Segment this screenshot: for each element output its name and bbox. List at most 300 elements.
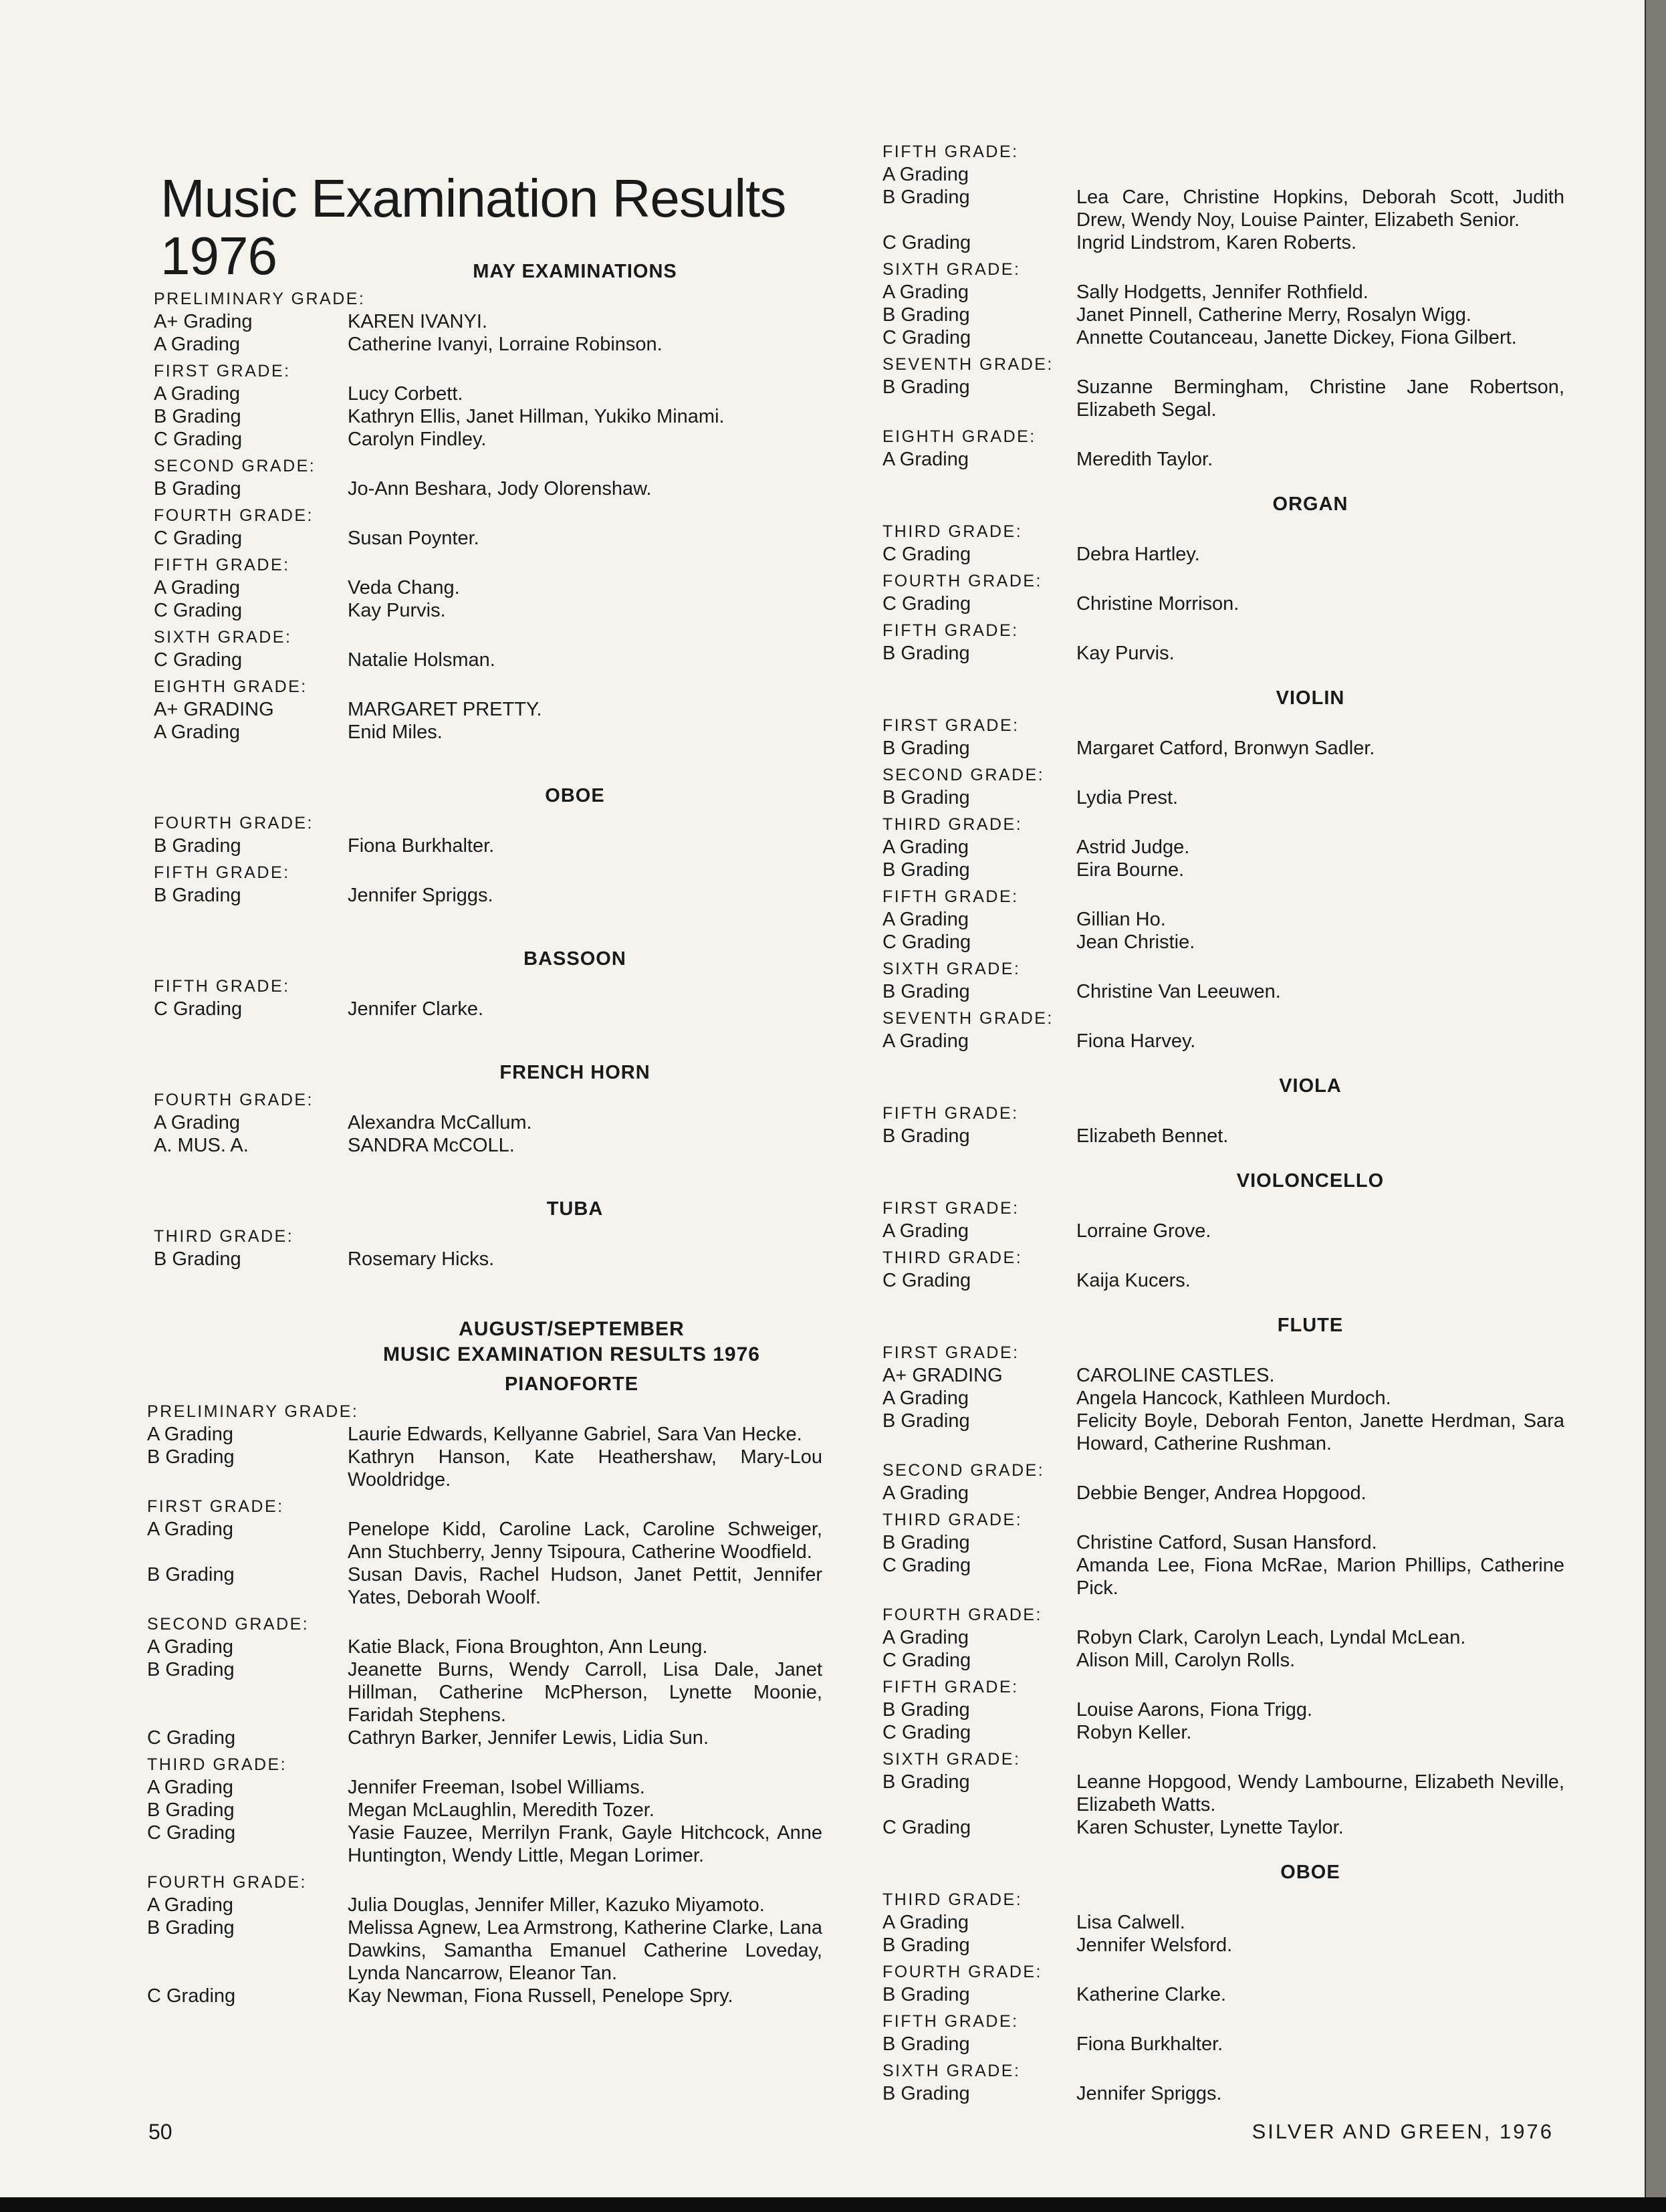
candidate-names: Fiona Burkhalter. bbox=[1076, 2033, 1223, 2055]
candidate-names: Jennifer Welsford. bbox=[1076, 1934, 1233, 1956]
candidate-names: Melissa Agnew, Lea Armstrong, Katherine Clarke, Lana Dawkins, Samantha Emanuel Catherine Loveday, Lynda Nancarrow, Eleanor Tan. bbox=[348, 1917, 822, 1984]
result-row bbox=[882, 231, 1564, 254]
result-row bbox=[882, 281, 1564, 304]
candidate-names: Kay Purvis. bbox=[348, 600, 446, 621]
candidate-names: Christine Van Leeuwen. bbox=[1076, 981, 1281, 1002]
candidate-names: Kaija Kucers. bbox=[1076, 1270, 1191, 1291]
grade-label: FIRST GRADE: bbox=[154, 362, 291, 380]
candidate-names: Debra Hartley. bbox=[1076, 544, 1200, 565]
result-row bbox=[147, 1423, 822, 1446]
candidate-names: Rosemary Hicks. bbox=[348, 1248, 495, 1270]
result-row bbox=[882, 908, 1564, 931]
result-row bbox=[882, 1698, 1564, 1721]
result-row bbox=[882, 836, 1564, 859]
grading-label: C Grading bbox=[154, 600, 243, 621]
grade-label: FOURTH GRADE: bbox=[882, 1963, 1042, 1981]
candidate-names: Gillian Ho. bbox=[1076, 909, 1166, 930]
grade-label: FIFTH GRADE: bbox=[882, 142, 1019, 161]
grade-block bbox=[154, 504, 822, 550]
instrument-heading: OBOE bbox=[1280, 1862, 1340, 1883]
grade-label: SIXTH GRADE: bbox=[154, 628, 292, 647]
candidate-names: Kay Newman, Fiona Russell, Penelope Spry. bbox=[348, 1985, 733, 2007]
grade-label: FIFTH GRADE: bbox=[154, 863, 290, 882]
candidate-names: Susan Poynter. bbox=[348, 528, 479, 549]
result-row bbox=[154, 835, 822, 857]
candidate-names: Jo-Ann Beshara, Jody Olorenshaw. bbox=[348, 478, 652, 500]
aug-sep-sections bbox=[147, 1372, 822, 2007]
candidate-names: Catherine Ivanyi, Lorraine Robinson. bbox=[348, 334, 663, 355]
candidate-names: Kay Purvis. bbox=[1076, 643, 1175, 664]
candidate-names bbox=[1076, 163, 1564, 186]
result-row bbox=[882, 1983, 1564, 2006]
grade-block bbox=[882, 958, 1564, 1003]
grade-block bbox=[882, 1748, 1564, 1839]
grade-block bbox=[154, 1089, 822, 1157]
grade-block bbox=[882, 140, 1564, 254]
grade-label: THIRD GRADE: bbox=[154, 1227, 294, 1246]
candidate-names: Jennifer Clarke. bbox=[348, 998, 484, 1020]
candidate-names: Ingrid Lindstrom, Karen Roberts. bbox=[1076, 232, 1357, 253]
grade-block bbox=[882, 258, 1564, 349]
result-row bbox=[147, 1446, 822, 1491]
grade-block bbox=[882, 1509, 1564, 1599]
result-row bbox=[154, 477, 822, 500]
result-row bbox=[882, 1125, 1564, 1147]
grading-label: B Grading bbox=[882, 376, 970, 398]
grading-label: B Grading bbox=[147, 1564, 235, 1585]
instrument-heading: ORGAN bbox=[1272, 493, 1348, 515]
grading-label: B Grading bbox=[882, 1984, 970, 2005]
grading-label: C Grading bbox=[147, 1727, 236, 1749]
grade-label: EIGHTH GRADE: bbox=[154, 677, 308, 696]
grade-block bbox=[154, 554, 822, 622]
scan-edge bbox=[1646, 0, 1666, 2212]
candidate-names: Yasie Fauzee, Merrilyn Frank, Gayle Hitchcock, Anne Huntington, Wendy Little, Megan Lorimer. bbox=[348, 1822, 822, 1866]
candidate-names: Karen Schuster, Lynette Taylor. bbox=[1076, 1817, 1344, 1838]
grading-label: B Grading bbox=[882, 1410, 970, 1432]
grading-label: A Grading bbox=[147, 1894, 233, 1916]
grading-label: C Grading bbox=[882, 1270, 971, 1291]
grade-block bbox=[154, 455, 822, 500]
grade-block bbox=[147, 1871, 822, 2007]
result-row bbox=[882, 163, 1564, 186]
candidate-names: CAROLINE CASTLES. bbox=[1076, 1365, 1275, 1386]
candidate-names: Meredith Taylor. bbox=[1076, 449, 1213, 470]
grade-block bbox=[882, 520, 1564, 566]
page-title-line-1: Music Examination Results bbox=[160, 168, 786, 228]
aug-sep-heading-line-2: MUSIC EXAMINATION RESULTS 1976 bbox=[383, 1343, 760, 1365]
result-row bbox=[882, 543, 1564, 566]
grading-label: A Grading bbox=[154, 1112, 240, 1133]
grade-label: FIRST GRADE: bbox=[147, 1497, 284, 1516]
candidate-names: Jennifer Freeman, Isobel Williams. bbox=[348, 1777, 645, 1798]
grade-label: SIXTH GRADE: bbox=[882, 2062, 1021, 2080]
candidate-names: Kathryn Ellis, Janet Hillman, Yukiko Minami. bbox=[348, 406, 725, 427]
grading-label: B Grading bbox=[154, 406, 241, 427]
grade-label: FOURTH GRADE: bbox=[154, 1091, 314, 1109]
grade-block bbox=[882, 1102, 1564, 1147]
section-spacer bbox=[154, 1161, 822, 1192]
grading-label: B Grading bbox=[147, 1659, 235, 1680]
candidate-names: Robyn Clark, Carolyn Leach, Lyndal McLean. bbox=[1076, 1627, 1466, 1648]
candidate-names: Amanda Lee, Fiona McRae, Marion Phillips, Catherine Pick. bbox=[1076, 1555, 1564, 1599]
candidate-names: Julia Douglas, Jennifer Miller, Kazuko Miyamoto. bbox=[348, 1894, 765, 1916]
page-number: 50 bbox=[148, 2120, 172, 2144]
result-row bbox=[147, 1776, 822, 1799]
candidate-names: Janet Pinnell, Catherine Merry, Rosalyn Wigg. bbox=[1076, 304, 1471, 326]
grading-label: A Grading bbox=[882, 282, 969, 303]
result-row bbox=[882, 1410, 1564, 1455]
grading-label: B Grading bbox=[882, 1771, 970, 1793]
grading-label: C Grading bbox=[882, 931, 971, 953]
result-row bbox=[882, 786, 1564, 809]
section-spacer bbox=[882, 475, 1564, 487]
result-row bbox=[154, 1111, 822, 1134]
grading-label: B Grading bbox=[882, 981, 970, 1002]
grading-label: A Grading bbox=[147, 1636, 233, 1658]
candidate-names: Sally Hodgetts, Jennifer Rothfield. bbox=[1076, 282, 1368, 303]
grading-label: C Grading bbox=[882, 1555, 971, 1576]
grade-label: THIRD GRADE: bbox=[882, 1890, 1023, 1909]
result-row bbox=[882, 642, 1564, 665]
candidate-names: Natalie Holsman. bbox=[348, 649, 495, 671]
result-row bbox=[882, 1482, 1564, 1505]
grade-block bbox=[147, 1753, 822, 1867]
grading-label: B Grading bbox=[147, 1799, 235, 1821]
grading-label: A Grading bbox=[147, 1424, 233, 1445]
result-row bbox=[882, 1531, 1564, 1554]
grade-block bbox=[154, 360, 822, 451]
candidate-names: Fiona Burkhalter. bbox=[348, 835, 495, 857]
grade-block bbox=[154, 288, 822, 356]
right-column bbox=[882, 138, 1564, 2109]
grade-label: FOURTH GRADE: bbox=[882, 1606, 1042, 1624]
result-row bbox=[154, 698, 822, 721]
candidate-names: Suzanne Bermingham, Christine Jane Robertson, Elizabeth Segal. bbox=[1076, 376, 1564, 421]
grading-label: A Grading bbox=[882, 449, 969, 470]
grade-block bbox=[882, 1459, 1564, 1505]
result-row bbox=[882, 1269, 1564, 1292]
result-row bbox=[882, 1220, 1564, 1242]
grade-block bbox=[154, 626, 822, 671]
grade-block bbox=[882, 570, 1564, 615]
grade-block bbox=[882, 2010, 1564, 2056]
grading-label: C Grading bbox=[882, 593, 971, 615]
section-spacer bbox=[154, 911, 822, 942]
result-row bbox=[147, 1799, 822, 1821]
instrument-heading: FLUTE bbox=[1277, 1315, 1344, 1336]
result-row bbox=[154, 310, 822, 333]
scan-bottom-edge bbox=[0, 2197, 1666, 2212]
may-examinations-column bbox=[154, 254, 822, 1275]
result-row bbox=[154, 382, 822, 405]
result-row bbox=[154, 1134, 822, 1157]
result-row bbox=[154, 428, 822, 451]
result-row bbox=[882, 1771, 1564, 1816]
grading-label: C Grading bbox=[882, 544, 971, 565]
candidate-names: Alison Mill, Carolyn Rolls. bbox=[1076, 1650, 1296, 1671]
result-row bbox=[882, 859, 1564, 881]
grade-label: SECOND GRADE: bbox=[147, 1615, 310, 1634]
grade-label: FOURTH GRADE: bbox=[147, 1873, 307, 1892]
grading-label: A Grading bbox=[147, 1777, 233, 1798]
grading-label: A Grading bbox=[882, 1220, 969, 1242]
grade-block bbox=[147, 1400, 822, 1491]
grade-label: THIRD GRADE: bbox=[147, 1755, 287, 1774]
grade-label: THIRD GRADE: bbox=[882, 1511, 1023, 1529]
section-spacer bbox=[154, 1024, 822, 1055]
grade-label: SIXTH GRADE: bbox=[882, 1750, 1021, 1769]
grade-label: EIGHTH GRADE: bbox=[882, 427, 1036, 446]
grading-label: A. MUS. A. bbox=[154, 1135, 249, 1156]
grading-label: B Grading bbox=[882, 1699, 970, 1721]
grading-label: C Grading bbox=[147, 1985, 236, 2007]
candidate-names: Astrid Judge. bbox=[1076, 837, 1190, 858]
grading-label: A Grading bbox=[154, 722, 240, 743]
result-row bbox=[882, 931, 1564, 954]
grade-label: THIRD GRADE: bbox=[882, 522, 1023, 541]
grade-label: SIXTH GRADE: bbox=[882, 960, 1021, 978]
candidate-names: Jeanette Burns, Wendy Carroll, Lisa Dale, Janet Hillman, Catherine McPherson, Lynette Moonie, Faridah Stephens. bbox=[348, 1659, 822, 1726]
section-spacer bbox=[154, 748, 822, 778]
grading-label: B Grading bbox=[154, 885, 241, 906]
grading-label: A Grading bbox=[882, 1912, 969, 1933]
grading-label: B Grading bbox=[882, 2083, 970, 2104]
result-row bbox=[882, 304, 1564, 326]
candidate-names: Margaret Catford, Bronwyn Sadler. bbox=[1076, 738, 1375, 759]
result-row bbox=[147, 1894, 822, 1916]
grading-label: C Grading bbox=[882, 1817, 971, 1838]
grade-block bbox=[882, 714, 1564, 760]
result-row bbox=[154, 527, 822, 550]
candidate-names: Felicity Boyle, Deborah Fenton, Janette Herdman, Sara Howard, Catherine Rushman. bbox=[1076, 1410, 1564, 1454]
candidate-names: Jean Christie. bbox=[1076, 931, 1195, 953]
grade-label: FIFTH GRADE: bbox=[882, 1678, 1019, 1696]
grading-label: B Grading bbox=[882, 738, 970, 759]
result-row bbox=[882, 376, 1564, 421]
result-row bbox=[147, 1658, 822, 1727]
grade-label: THIRD GRADE: bbox=[882, 1248, 1023, 1267]
candidate-names: Lydia Prest. bbox=[1076, 787, 1179, 808]
result-row bbox=[882, 1649, 1564, 1672]
result-row bbox=[882, 592, 1564, 615]
instrument-heading: FRENCH HORN bbox=[499, 1062, 650, 1083]
candidate-names: Elizabeth Bennet. bbox=[1076, 1125, 1229, 1147]
result-row bbox=[882, 1721, 1564, 1744]
grade-block bbox=[154, 861, 822, 907]
grade-block bbox=[882, 1961, 1564, 2006]
grade-label: FIFTH GRADE: bbox=[154, 556, 290, 574]
section-spacer bbox=[882, 1843, 1564, 1855]
grading-label: A Grading bbox=[882, 837, 969, 858]
grade-label: SIXTH GRADE: bbox=[882, 260, 1021, 279]
grading-label: B Grading bbox=[882, 1532, 970, 1553]
grading-label: A Grading bbox=[882, 1627, 969, 1648]
instrument-heading: VIOLONCELLO bbox=[1236, 1170, 1385, 1192]
grade-label: FIRST GRADE: bbox=[882, 1343, 1020, 1362]
result-row bbox=[154, 721, 822, 744]
grading-label: A Grading bbox=[882, 909, 969, 930]
grade-block bbox=[882, 619, 1564, 665]
candidate-names: Alexandra McCallum. bbox=[348, 1112, 532, 1133]
result-row bbox=[882, 1934, 1564, 1957]
result-row bbox=[882, 1816, 1564, 1839]
grade-label: FIFTH GRADE: bbox=[882, 2012, 1019, 2031]
result-row bbox=[147, 1636, 822, 1658]
grading-label: B Grading bbox=[882, 787, 970, 808]
grade-block bbox=[882, 1007, 1564, 1053]
grade-block bbox=[882, 1676, 1564, 1744]
grading-label: A Grading bbox=[154, 577, 240, 598]
candidate-names: Annette Coutanceau, Janette Dickey, Fiona Gilbert. bbox=[1076, 327, 1517, 348]
grading-label: B Grading bbox=[147, 1917, 235, 1939]
candidate-names: Robyn Keller. bbox=[1076, 1722, 1192, 1743]
result-row bbox=[147, 1916, 822, 1985]
grading-label: C Grading bbox=[882, 327, 971, 348]
result-row bbox=[154, 405, 822, 428]
candidate-names: Christine Morrison. bbox=[1076, 593, 1239, 615]
candidate-names: Debbie Benger, Andrea Hopgood. bbox=[1076, 1482, 1366, 1504]
candidate-names: Lisa Calwell. bbox=[1076, 1912, 1185, 1933]
grade-block bbox=[147, 1495, 822, 1609]
grade-label: SECOND GRADE: bbox=[882, 766, 1045, 784]
candidate-names: Lea Care, Christine Hopkins, Deborah Scott, Judith Drew, Wendy Noy, Louise Painter, Elizabeth Senior. bbox=[1076, 187, 1564, 231]
result-row bbox=[882, 1911, 1564, 1934]
result-row bbox=[154, 1248, 822, 1270]
candidate-names: Carolyn Findley. bbox=[348, 429, 487, 450]
grade-block bbox=[882, 1603, 1564, 1672]
candidate-names: Fiona Harvey. bbox=[1076, 1030, 1196, 1052]
grade-block bbox=[882, 764, 1564, 809]
grading-label: C Grading bbox=[882, 1650, 971, 1671]
grading-label: A Grading bbox=[882, 164, 969, 185]
grading-label: C Grading bbox=[147, 1822, 236, 1844]
grade-label: SEVENTH GRADE: bbox=[882, 1009, 1054, 1028]
grade-label: FIFTH GRADE: bbox=[882, 1104, 1019, 1123]
grade-label: SECOND GRADE: bbox=[154, 457, 316, 475]
result-row bbox=[882, 737, 1564, 760]
result-row bbox=[882, 1030, 1564, 1053]
may-examinations-heading: MAY EXAMINATIONS bbox=[473, 261, 677, 282]
grade-label: FIFTH GRADE: bbox=[882, 621, 1019, 640]
page-title-line-2: 1976 bbox=[160, 225, 277, 286]
result-row bbox=[154, 576, 822, 599]
result-row bbox=[147, 1821, 822, 1867]
grade-block bbox=[882, 2060, 1564, 2105]
candidate-names: Cathryn Barker, Jennifer Lewis, Lidia Sun. bbox=[348, 1727, 709, 1749]
grade-label: FIFTH GRADE: bbox=[154, 977, 290, 996]
grade-label: FOURTH GRADE: bbox=[882, 572, 1042, 590]
grading-label: A Grading bbox=[882, 1030, 969, 1052]
grading-label: A+ GRADING bbox=[882, 1365, 1003, 1386]
candidate-names: SANDRA McCOLL. bbox=[348, 1135, 515, 1156]
candidate-names: Leanne Hopgood, Wendy Lambourne, Elizabeth Neville, Elizabeth Watts. bbox=[1076, 1771, 1564, 1815]
grade-label: FIRST GRADE: bbox=[882, 716, 1020, 735]
grade-label: FIFTH GRADE: bbox=[882, 887, 1019, 906]
candidate-names: Jennifer Spriggs. bbox=[348, 885, 493, 906]
grade-block bbox=[882, 1197, 1564, 1242]
grading-label: B Grading bbox=[882, 1125, 970, 1147]
instrument-heading: TUBA bbox=[546, 1198, 604, 1220]
candidate-names: Enid Miles. bbox=[348, 722, 443, 743]
instrument-heading: VIOLIN bbox=[1276, 687, 1345, 709]
candidate-names: Penelope Kidd, Caroline Lack, Caroline Schweiger, Ann Stuchberry, Jenny Tsipoura, Catherine Woodfield. bbox=[348, 1519, 822, 1563]
grading-label: B Grading bbox=[154, 1248, 241, 1270]
result-row bbox=[882, 1364, 1564, 1387]
result-row bbox=[147, 1985, 822, 2007]
result-row bbox=[882, 1626, 1564, 1649]
grading-label: C Grading bbox=[882, 232, 971, 253]
grading-label: A Grading bbox=[882, 1388, 969, 1409]
candidate-names: Laurie Edwards, Kellyanne Gabriel, Sara Van Hecke. bbox=[348, 1424, 802, 1445]
result-row bbox=[882, 1387, 1564, 1410]
candidate-names: Susan Davis, Rachel Hudson, Janet Pettit, Jennifer Yates, Deborah Woolf. bbox=[348, 1564, 822, 1608]
aug-sep-heading-line-1: AUGUST/SEPTEMBER bbox=[459, 1318, 685, 1340]
grade-block bbox=[882, 1341, 1564, 1455]
result-row bbox=[882, 1554, 1564, 1599]
candidate-names: Louise Aarons, Fiona Trigg. bbox=[1076, 1699, 1313, 1721]
candidate-names: MARGARET PRETTY. bbox=[348, 699, 542, 720]
grade-block bbox=[882, 425, 1564, 471]
result-row bbox=[154, 599, 822, 622]
grading-label: B Grading bbox=[882, 1934, 970, 1956]
grade-label: PRELIMINARY GRADE: bbox=[154, 290, 366, 308]
grading-label: B Grading bbox=[882, 2033, 970, 2055]
grade-label: SECOND GRADE: bbox=[882, 1461, 1045, 1480]
publication-footer: SILVER AND GREEN, 1976 bbox=[1252, 2120, 1554, 2143]
grading-label: B Grading bbox=[882, 643, 970, 664]
candidate-names: Katie Black, Fiona Broughton, Ann Leung. bbox=[348, 1636, 708, 1658]
grade-label: FIRST GRADE: bbox=[882, 1199, 1020, 1218]
section-spacer bbox=[882, 1296, 1564, 1308]
grading-label: C Grading bbox=[154, 998, 243, 1020]
grade-label: FOURTH GRADE: bbox=[154, 814, 314, 833]
aug-sep-column bbox=[147, 1317, 822, 2011]
grading-label: B Grading bbox=[154, 835, 241, 857]
candidate-names: Lucy Corbett. bbox=[348, 383, 463, 405]
section-spacer bbox=[882, 1151, 1564, 1164]
result-row bbox=[147, 1563, 822, 1609]
grade-block bbox=[154, 1225, 822, 1270]
section-spacer bbox=[882, 1057, 1564, 1069]
right-sections bbox=[882, 140, 1564, 2105]
grading-label: A Grading bbox=[154, 383, 240, 405]
grade-label: FOURTH GRADE: bbox=[154, 506, 314, 525]
grade-block bbox=[882, 1888, 1564, 1957]
grading-label: B Grading bbox=[882, 304, 970, 326]
result-row bbox=[882, 2033, 1564, 2056]
candidate-names: Jennifer Spriggs. bbox=[1076, 2083, 1222, 2104]
instrument-heading: PIANOFORTE bbox=[504, 1373, 639, 1395]
result-row bbox=[882, 326, 1564, 349]
candidate-names: Angela Hancock, Kathleen Murdoch. bbox=[1076, 1388, 1391, 1409]
grading-label: A+ Grading bbox=[154, 311, 253, 332]
grade-label: SEVENTH GRADE: bbox=[882, 355, 1054, 374]
grading-label: B Grading bbox=[882, 187, 970, 208]
candidate-names: Veda Chang. bbox=[348, 577, 460, 598]
candidate-names: KAREN IVANYI. bbox=[348, 311, 487, 332]
grade-block bbox=[154, 675, 822, 744]
grade-label: PRELIMINARY GRADE: bbox=[147, 1402, 359, 1421]
result-row bbox=[882, 980, 1564, 1003]
grade-block bbox=[882, 813, 1564, 881]
instrument-heading: BASSOON bbox=[523, 948, 626, 970]
candidate-names: Lorraine Grove. bbox=[1076, 1220, 1211, 1242]
result-row bbox=[154, 649, 822, 671]
result-row bbox=[882, 186, 1564, 231]
grade-block bbox=[882, 1246, 1564, 1292]
grading-label: A Grading bbox=[882, 1482, 969, 1504]
